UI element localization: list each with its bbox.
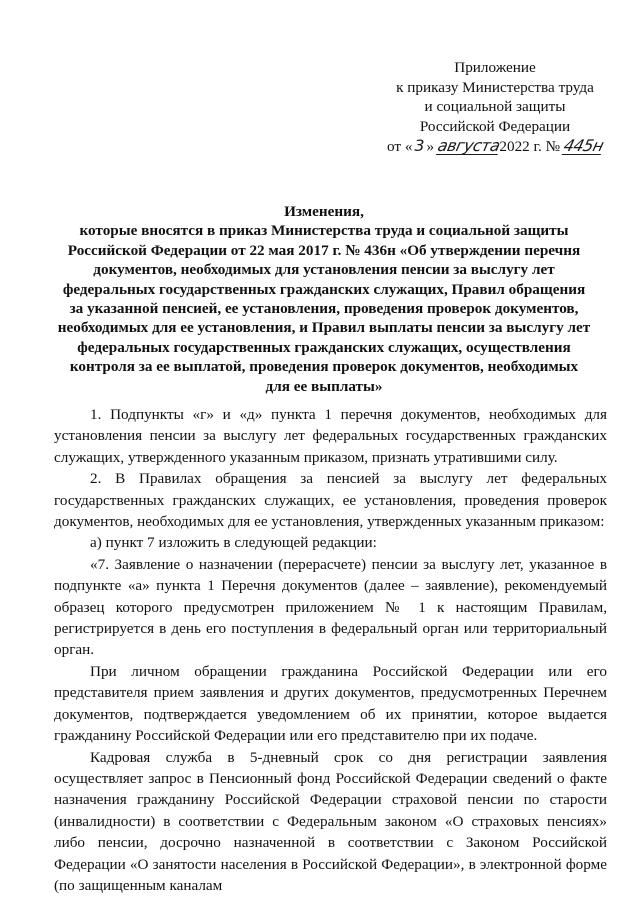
appendix-line: и социальной защиты bbox=[424, 98, 566, 115]
paragraph: При личном обращении гражданина Российской Федерации или его представителя прием заявления и других документов, предусмотренных Перечнем документов, подтверждается уведомлением об их принятии, которое выдается гражданину Российской Федерации или его представителю при их подаче. bbox=[54, 662, 607, 745]
appendix-block bbox=[360, 58, 630, 157]
title-line: Российской Федерации от 22 мая 2017 г. № 436н «Об утверждении перечня bbox=[67, 241, 581, 259]
document-body bbox=[54, 404, 607, 896]
handwritten-order-number: 445н bbox=[561, 136, 606, 155]
paragraph: «7. Заявление о назначении (перерасчете) пенсии за выслугу лет, указанное в подпункте «а» пункта 1 Перечня документов (далее – заявление), рекомендуемый образец которого предусмотрен приложением № 1 к настоящим Правилам, регистрируется в день его поступления в федеральный орган или территориальный орган. bbox=[54, 555, 607, 659]
handwritten-day: 3 bbox=[414, 136, 425, 155]
title-line: документов, необходимых для установления пенсии за выслугу лет bbox=[93, 261, 555, 279]
date-year: 2022 г. № bbox=[499, 138, 561, 155]
date-prefix: от « bbox=[387, 138, 413, 155]
title-line: Изменения, bbox=[284, 203, 364, 220]
title-line: необходимых для ее установления, и Правил выплаты пенсии за выслугу лет bbox=[57, 319, 591, 337]
title-line: которые вносятся в приказ Министерства труда и социальной защиты bbox=[79, 222, 569, 240]
appendix-line: Приложение bbox=[454, 59, 536, 76]
order-date-line bbox=[360, 136, 630, 157]
date-quote-close: » bbox=[426, 138, 435, 155]
paragraph: Кадровая служба в 5-дневный срок со дня регистрации заявления осуществляет запрос в Пенсионный фонд Российской Федерации сведений о факте назначения гражданину Российской Федерации страховой пенсии по старости (инвалидности) в соответствии с Федеральным законом «О страховых пенсиях» либо пенсии, досрочно назначенной в соответствии с Законом Российской Федерации «О занятости населения в Российской Федерации», в электронной форме (по защищенным каналам bbox=[54, 748, 607, 894]
document-title bbox=[52, 202, 596, 396]
title-line: за указанной пенсией, ее установления, проведения проверок документов, bbox=[69, 300, 579, 318]
handwritten-month: августа bbox=[435, 136, 502, 155]
title-line: федеральных государственных гражданских служащих, Правил обращения bbox=[62, 280, 586, 298]
title-line: федеральных государственных гражданских служащих, осуществления bbox=[77, 338, 571, 356]
title-line: контроля за ее выплатой, проведения проверок документов, необходимых bbox=[69, 358, 579, 376]
title-line: для ее выплаты» bbox=[265, 377, 383, 395]
paragraph: 1. Подпункты «г» и «д» пункта 1 перечня документов, необходимых для установления пенсии за выслугу лет федеральных государственных гражданских служащих, утвержденного указанным приказом, признать утратившими силу. bbox=[54, 406, 607, 466]
appendix-line: Российской Федерации bbox=[419, 117, 571, 135]
paragraph: а) пункт 7 изложить в следующей редакции: bbox=[90, 534, 377, 552]
appendix-line: к приказу Министерства труда bbox=[396, 78, 594, 96]
paragraph: 2. В Правилах обращения за пенсией за выслугу лет федеральных государственных гражданских служащих, ее установления, проведения проверок документов, необходимых для ее установления, утвержденных указанным приказом: bbox=[54, 470, 607, 531]
